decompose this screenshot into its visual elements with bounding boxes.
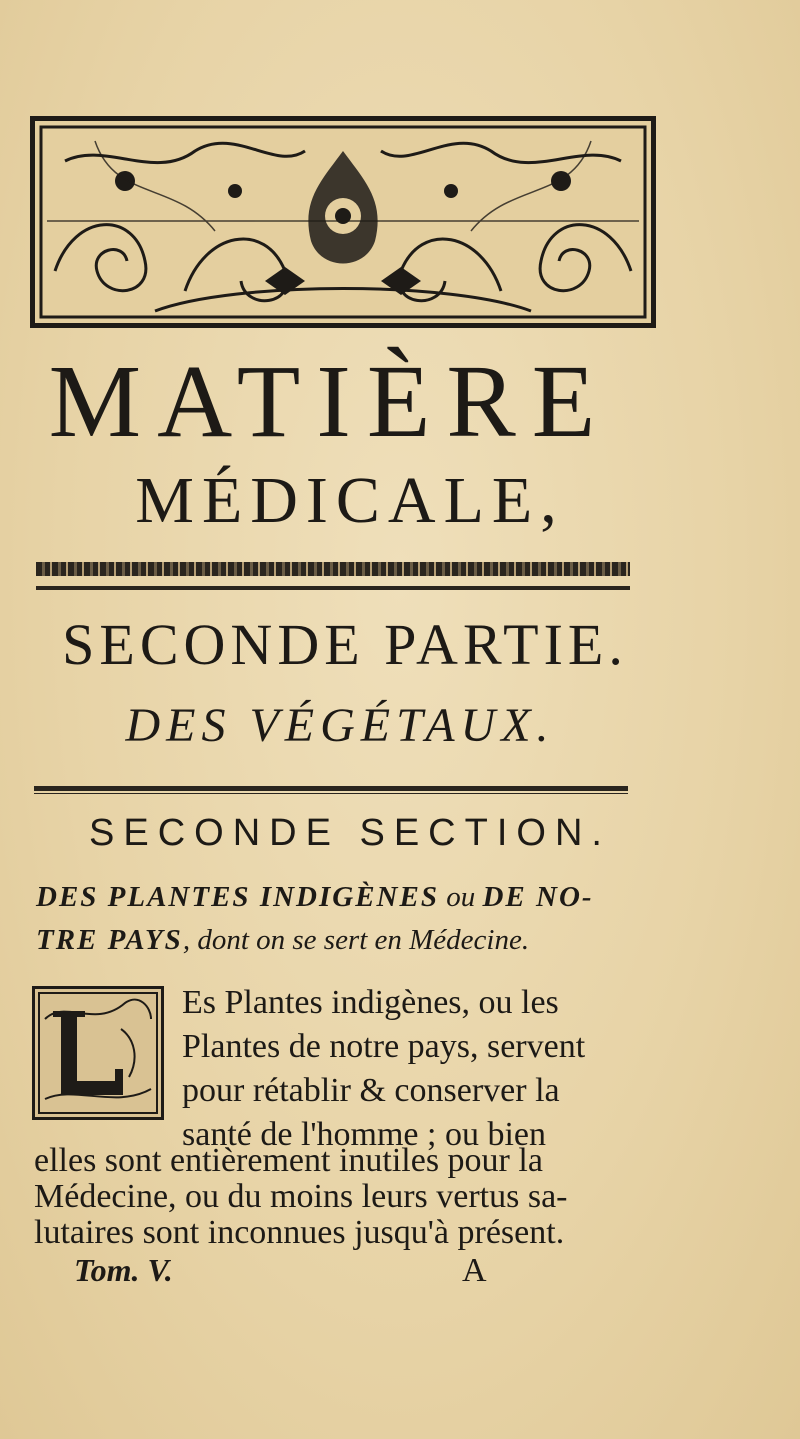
subtitle-line2-rest: , dont on se sert en Médecine. (182, 924, 530, 956)
divider-rule (36, 586, 630, 590)
book-title: MATIÈRE (48, 344, 612, 459)
body-line-3: pour rétablir & conserver la (182, 1072, 560, 1109)
part-subject: DES VÉGÉTAUX. (125, 699, 555, 752)
drop-cap (32, 986, 164, 1120)
body-line-1: Es Plantes indigènes, ou les (182, 984, 559, 1021)
double-rule (34, 786, 628, 794)
drop-cap-letter: L (35, 989, 36, 990)
body-line-5: elles sont entièrement inutiles pour la (34, 1142, 543, 1179)
ornamental-headpiece (30, 116, 656, 328)
body-line-2: Plantes de notre pays, servent (182, 1028, 586, 1065)
subtitle-smallcaps-1: DES PLANTES INDIGÈNES (36, 881, 439, 913)
book-subtitle: MÉDICALE, (135, 464, 565, 537)
body-line-4: santé de l'homme ; ou bien (182, 1116, 546, 1153)
floral-ornament-icon (35, 121, 651, 323)
section-subtitle (36, 876, 656, 962)
volume-mark: Tom. V. (74, 1252, 173, 1288)
body-line-7: lutaires sont inconnues jusqu'à présent. (34, 1214, 565, 1251)
subtitle-line2-smallcaps: TRE PAYS (36, 924, 183, 956)
part-heading: SECONDE PARTIE. (62, 612, 628, 677)
subtitle-smallcaps-2: DE NO- (482, 881, 594, 913)
ornamental-rule (36, 562, 630, 576)
subtitle-connector: ou (438, 881, 483, 913)
drop-cap-ornament-icon (35, 989, 161, 1117)
body-line-6: Médecine, ou du moins leurs vertus sa- (34, 1178, 568, 1215)
signature-mark: A (462, 1252, 487, 1289)
section-heading: SECONDE SECTION. (89, 812, 611, 854)
